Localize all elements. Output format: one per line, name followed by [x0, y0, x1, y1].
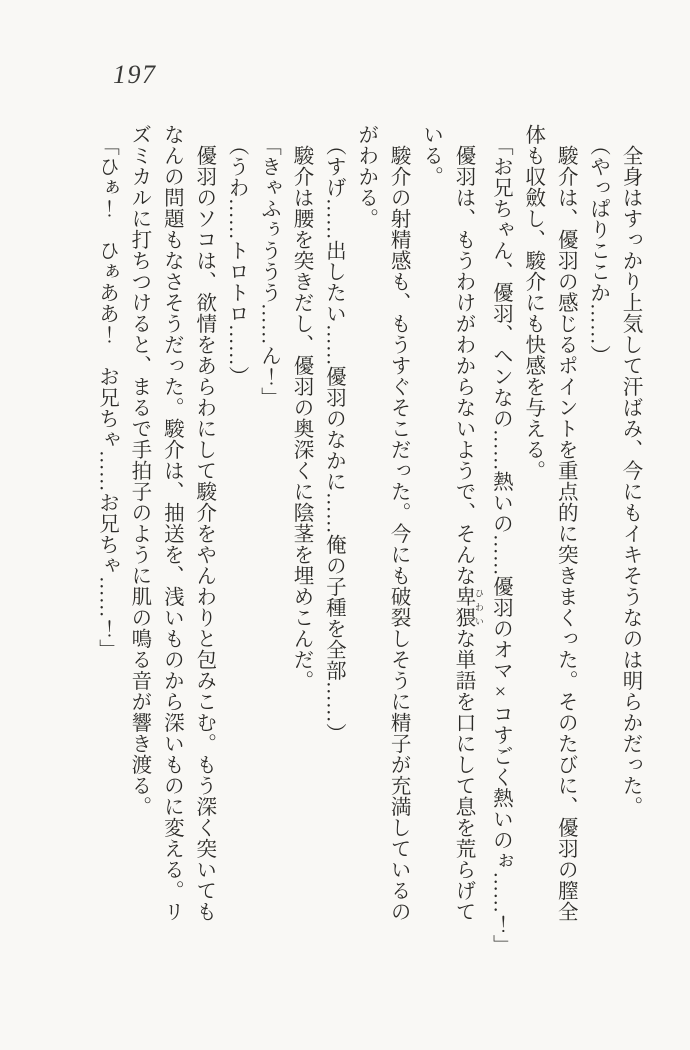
ruby-word: 卑猥 ひわい [451, 585, 484, 628]
text-line: なんの問題もなさそうだった。駿介は、抽送を、浅いものから深いものに変える。リ [160, 124, 183, 922]
text-line: 優羽は、もうわけがわからないようで、そんな卑猥 ひわいな単語を口にして息を荒らげて [451, 144, 484, 922]
text-line: 「ひぁ！ ひぁああ！ お兄ちゃ……お兄ちゃ……！」 [95, 135, 118, 661]
text-line: 駿介の射精感も、もうすぐそこだった。今にも破裂しそうに精子が充満しているの [387, 144, 410, 922]
text-line: ズミカルに打ちつけると、まるで手拍子のように肌の鳴る音が響き渡る。 [127, 124, 150, 817]
vertical-text-block [90, 124, 646, 956]
text-line: 全身はすっかり上気して汗ばみ、今にもイキそうなのは明らかだった。 [619, 144, 641, 817]
text-line: 駿介は、優羽の感じるポイントを重点的に突きまくった。そのたびに、優羽の膣全 [554, 144, 577, 922]
text-line: （うわ……トロトロ……） [225, 135, 248, 388]
page-number: 197 [113, 60, 157, 89]
text-line: 「きゃふぅううう……ん！」 [257, 135, 280, 409]
furigana-text: ひわい [473, 585, 484, 628]
text-line: 優羽のソコは、欲情をあらわにして駿介をやんわりと包みこむ。もう深く突いても [192, 144, 215, 922]
text-line: 「お兄ちゃん、優羽、ヘンなの……熱いの……優羽のオマ×コすごく熱いのぉ……！」 [489, 135, 512, 956]
text-line: （すげ……出したい……優羽のなかに……俺の子種を全部……） [322, 135, 345, 745]
text-line: いる。 [419, 124, 442, 187]
text-line: 駿介は腰を突きだし、優羽の奥深くに陰茎を埋めこんだ。 [289, 144, 312, 691]
text-line: がわかる。 [354, 124, 377, 229]
text-line: 体も収斂し、駿介にも快感を与える。 [521, 124, 544, 481]
text-line: （やっぱりここか……） [586, 135, 609, 367]
